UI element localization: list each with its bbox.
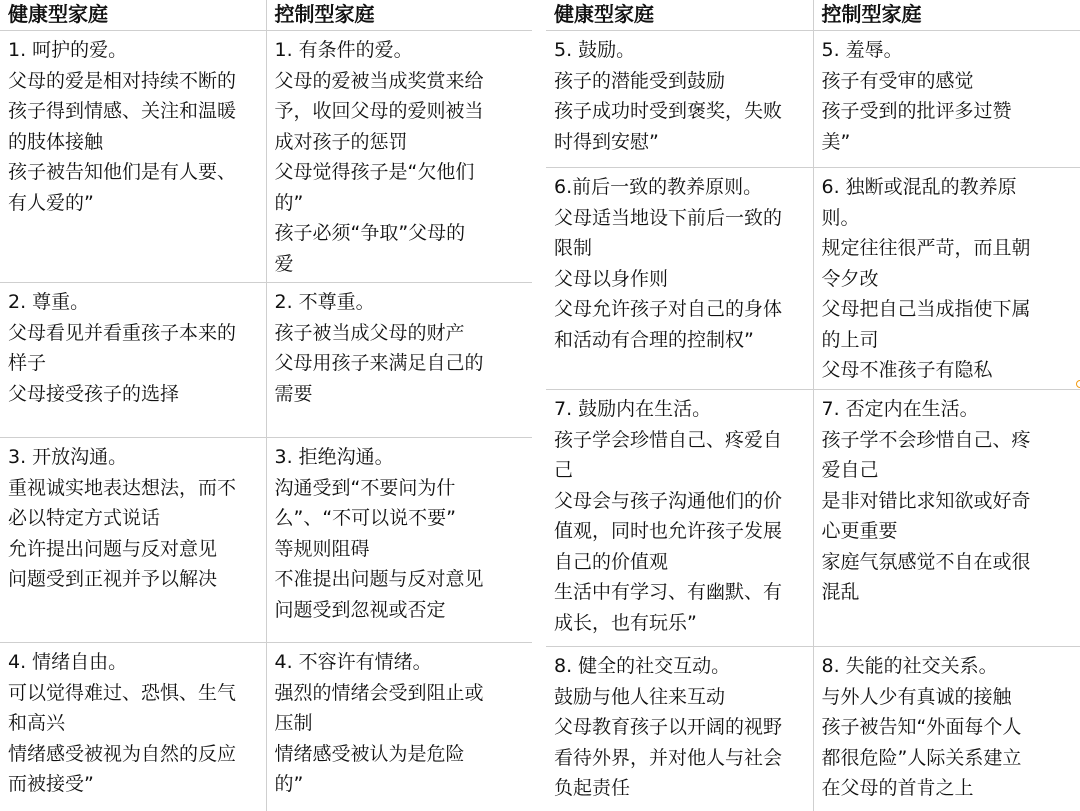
table-header-row <box>546 0 1080 31</box>
cell-line: 的” <box>274 773 304 795</box>
cell-line: 7. 鼓励内在生活。 <box>554 398 712 420</box>
cell-line: 孩子学会珍惜自己、疼爱自 <box>554 428 783 451</box>
table-row <box>0 438 532 643</box>
circle-marker-icon <box>1076 380 1080 388</box>
cell-line: 4. 不容许有情绪。 <box>274 651 432 673</box>
cell-line: 6. 独断或混乱的教养原 <box>821 176 1017 198</box>
cell-line: 父母以身作则 <box>554 267 669 290</box>
cell-line: 令夕改 <box>821 267 879 290</box>
cell-line: 父母允许孩子对自己的身体 <box>554 298 783 320</box>
header-healthy: 健康型家庭 <box>546 0 813 31</box>
table-row <box>0 31 532 283</box>
cell-line: 孩子学不会珍惜自己、疼 <box>821 428 1031 451</box>
cell-line: 沟通受到“不要问为什 <box>274 476 456 499</box>
cell-healthy <box>546 390 813 647</box>
cell-line: 父母教育孩子以开阔的视野 <box>554 716 783 738</box>
table-row <box>0 643 532 811</box>
cell-line: 孩子成功时受到褒奖，失败 <box>554 100 783 122</box>
cell-line: 2. 尊重。 <box>8 291 90 313</box>
cell-controlling <box>813 31 1080 168</box>
cell-controlling <box>813 168 1080 390</box>
cell-healthy <box>546 31 813 168</box>
cell-line: 父母看见并看重孩子本来的 <box>8 321 237 344</box>
cell-line: 限制 <box>554 237 593 259</box>
cell-line: 父母接受孩子的选择 <box>8 382 180 405</box>
comparison-table-right <box>546 0 1080 811</box>
cell-line: 样子 <box>8 352 47 374</box>
cell-line: 孩子的潜能受到鼓励 <box>554 69 726 92</box>
cell-line: 成对孩子的惩罚 <box>274 130 408 153</box>
cell-line: 孩子被告知他们是有人要、 <box>8 161 237 183</box>
cell-line: 父母的爱被当成奖赏来给 <box>274 69 484 92</box>
cell-line: 的上司 <box>821 328 879 351</box>
cell-line: 情绪感受被视为自然的反应 <box>8 742 237 765</box>
cell-line: 7. 否定内在生活。 <box>821 398 979 420</box>
table-row <box>546 31 1080 168</box>
cell-line: 家庭气氛感觉不自在或很 <box>821 550 1031 573</box>
cell-line: 父母不准孩子有隐私 <box>821 359 993 381</box>
cell-line: 的” <box>274 191 304 214</box>
cell-controlling <box>266 438 532 643</box>
cell-line: 规定往往很严苛，而且朝 <box>821 237 1031 259</box>
cell-line: 允许提出问题与反对意见 <box>8 537 218 560</box>
cell-controlling <box>813 647 1080 811</box>
cell-line: 不准提出问题与反对意见 <box>274 568 484 590</box>
cell-healthy <box>546 647 813 811</box>
cell-line: 必以特定方式说话 <box>8 507 161 529</box>
cell-line: 负起责任 <box>554 777 631 799</box>
cell-line: 3. 拒绝沟通。 <box>274 446 394 468</box>
cell-line: 父母会与孩子沟通他们的价 <box>554 489 783 512</box>
cell-line: 孩子得到情感、关注和温暖 <box>8 100 237 122</box>
cell-line: 可以觉得难过、恐惧、生气 <box>8 681 237 704</box>
cell-line: 父母的爱是相对持续不断的 <box>8 69 237 92</box>
cell-line: 和活动有合理的控制权” <box>554 328 754 351</box>
cell-controlling <box>266 31 532 283</box>
cell-line: 和高兴 <box>8 712 66 734</box>
cell-line: 5. 鼓励。 <box>554 39 636 61</box>
cell-line: 都很危险”人际关系建立 <box>821 746 1022 769</box>
cell-line: 孩子被当成父母的财产 <box>274 321 465 344</box>
cell-healthy <box>0 438 266 643</box>
header-controlling: 控制型家庭 <box>266 0 532 31</box>
cell-line: 己 <box>554 459 574 481</box>
cell-line: 鼓励与他人往来互动 <box>554 685 726 708</box>
cell-line: 生活中有学习、有幽默、有 <box>554 581 783 603</box>
cell-line: 是非对错比求知欲或好奇 <box>821 489 1031 512</box>
cell-line: 在父母的首肯之上 <box>821 777 974 799</box>
table-header-row <box>0 0 532 31</box>
cell-line: 1. 有条件的爱。 <box>274 39 413 61</box>
table-row <box>546 168 1080 390</box>
cell-line: 强烈的情绪会受到阻止或 <box>274 681 484 704</box>
cell-healthy <box>0 31 266 283</box>
cell-line: 问题受到忽视或否定 <box>274 598 446 621</box>
cell-line: 有人爱的” <box>8 191 94 214</box>
cell-healthy <box>0 643 266 811</box>
cell-line: 美” <box>821 130 851 153</box>
cell-line: 自己的价值观 <box>554 550 669 573</box>
cell-line: 么”、“不可以说不要” <box>274 507 457 529</box>
cell-line: 父母用孩子来满足自己的 <box>274 352 484 374</box>
cell-line: 则。 <box>821 206 860 229</box>
cell-line: 8. 健全的社交互动。 <box>554 655 731 677</box>
comparison-table-left <box>0 0 532 811</box>
header-healthy: 健康型家庭 <box>0 0 266 31</box>
cell-line: 看待外界，并对他人与社会 <box>554 746 783 769</box>
cell-line: 情绪感受被认为是危险 <box>274 742 465 765</box>
cell-line: 混乱 <box>821 581 860 603</box>
cell-line: 压制 <box>274 712 313 734</box>
header-controlling: 控制型家庭 <box>813 0 1080 31</box>
cell-healthy <box>546 168 813 390</box>
cell-line: 父母适当地设下前后一致的 <box>554 206 783 229</box>
cell-line: 6.前后一致的教养原则。 <box>554 176 763 198</box>
cell-healthy <box>0 283 266 438</box>
cell-line: 3. 开放沟通。 <box>8 446 128 468</box>
cell-line: 父母把自己当成指使下属 <box>821 298 1031 320</box>
cell-controlling <box>266 283 532 438</box>
cell-line: 值观，同时也允许孩子发展 <box>554 520 783 542</box>
cell-line: 的肢体接触 <box>8 130 104 153</box>
cell-line: 问题受到正视并予以解决 <box>8 568 218 590</box>
cell-line: 8. 失能的社交关系。 <box>821 655 998 677</box>
cell-line: 成长，也有玩乐” <box>554 611 697 634</box>
cell-line: 爱自己 <box>821 459 879 481</box>
cell-line: 时得到安慰” <box>554 130 659 153</box>
cell-line: 孩子有受审的感觉 <box>821 69 974 92</box>
cell-line: 与外人少有真诚的接触 <box>821 685 1012 708</box>
cell-line: 重视诚实地表达想法，而不 <box>8 476 237 499</box>
table-row <box>546 647 1080 811</box>
cell-line: 2. 不尊重。 <box>274 291 375 313</box>
cell-controlling <box>813 390 1080 647</box>
cell-line: 心更重要 <box>821 520 898 542</box>
cell-line: 孩子必须“争取”父母的 <box>274 222 466 244</box>
cell-line: 而被接受” <box>8 773 94 795</box>
cell-line: 孩子被告知“外面每个人 <box>821 716 1022 738</box>
table-row <box>0 283 532 438</box>
cell-line: 爱 <box>274 252 294 275</box>
cell-line: 父母觉得孩子是“欠他们 <box>274 161 475 183</box>
cell-controlling <box>266 643 532 811</box>
cell-line: 孩子受到的批评多过赞 <box>821 100 1012 122</box>
table-row <box>546 390 1080 647</box>
cell-line: 4. 情绪自由。 <box>8 651 128 673</box>
cell-line: 1. 呵护的爱。 <box>8 39 128 61</box>
cell-line: 予，收回父母的爱则被当 <box>274 100 484 122</box>
cell-line: 需要 <box>274 382 313 405</box>
cell-line: 等规则阻碍 <box>274 537 370 560</box>
cell-line: 5. 羞辱。 <box>821 39 903 61</box>
